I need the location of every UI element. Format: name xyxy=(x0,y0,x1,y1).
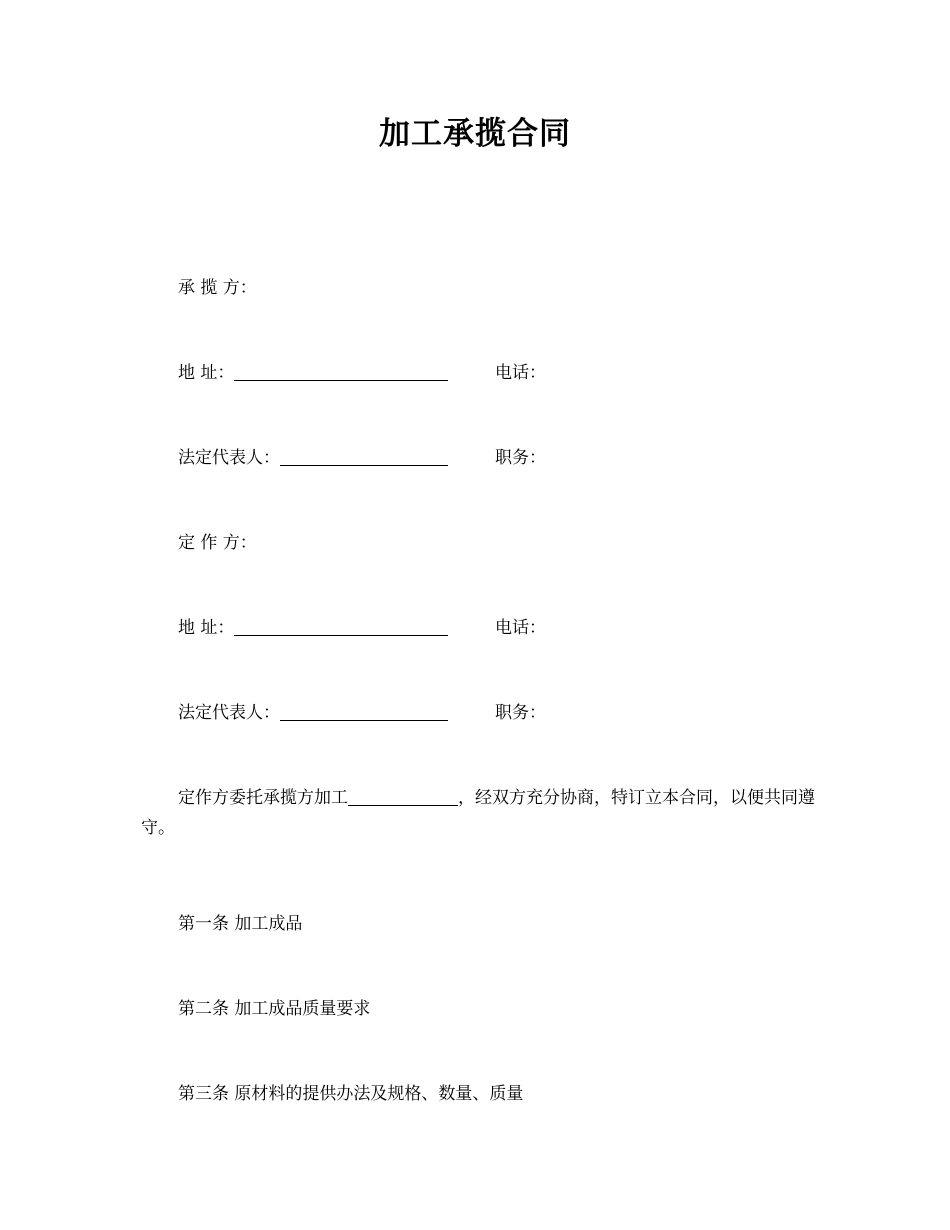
client-address-row xyxy=(178,616,448,640)
client-position-label: 职务： xyxy=(495,703,546,723)
contractor-rep-blank xyxy=(280,447,448,466)
contractor-address-row xyxy=(178,361,448,385)
contractor-rep-label: 法定代表人： xyxy=(178,448,280,468)
contractor-label: 承 揽 方： xyxy=(178,278,257,298)
intro-paragraph xyxy=(141,783,816,843)
client-address-label: 地 址： xyxy=(178,618,235,638)
intro-part1: 定作方委托承揽方加工 xyxy=(178,788,348,808)
intro-part2: ，经双方充分协商，特订立本合同，以便共同遵守。 xyxy=(141,788,815,838)
intro-item-blank xyxy=(348,789,458,806)
client-label: 定 作 方： xyxy=(178,533,257,553)
article-1: 第一条 加工成品 xyxy=(178,914,303,934)
page-title: 加工承揽合同 xyxy=(379,116,571,152)
client-phone-label: 电话： xyxy=(495,618,546,638)
contractor-rep-row xyxy=(178,446,448,470)
client-rep-blank xyxy=(280,702,448,721)
article-2: 第二条 加工成品质量要求 xyxy=(178,999,371,1019)
client-address-blank xyxy=(234,617,448,636)
article-3: 第三条 原材料的提供办法及规格、数量、质量 xyxy=(178,1084,524,1104)
contractor-position-label: 职务： xyxy=(495,448,546,468)
contractor-address-label: 地 址： xyxy=(178,363,235,383)
client-rep-row xyxy=(178,701,448,725)
contractor-phone-label: 电话： xyxy=(495,363,546,383)
contractor-address-blank xyxy=(234,362,448,381)
client-rep-label: 法定代表人： xyxy=(178,703,280,723)
